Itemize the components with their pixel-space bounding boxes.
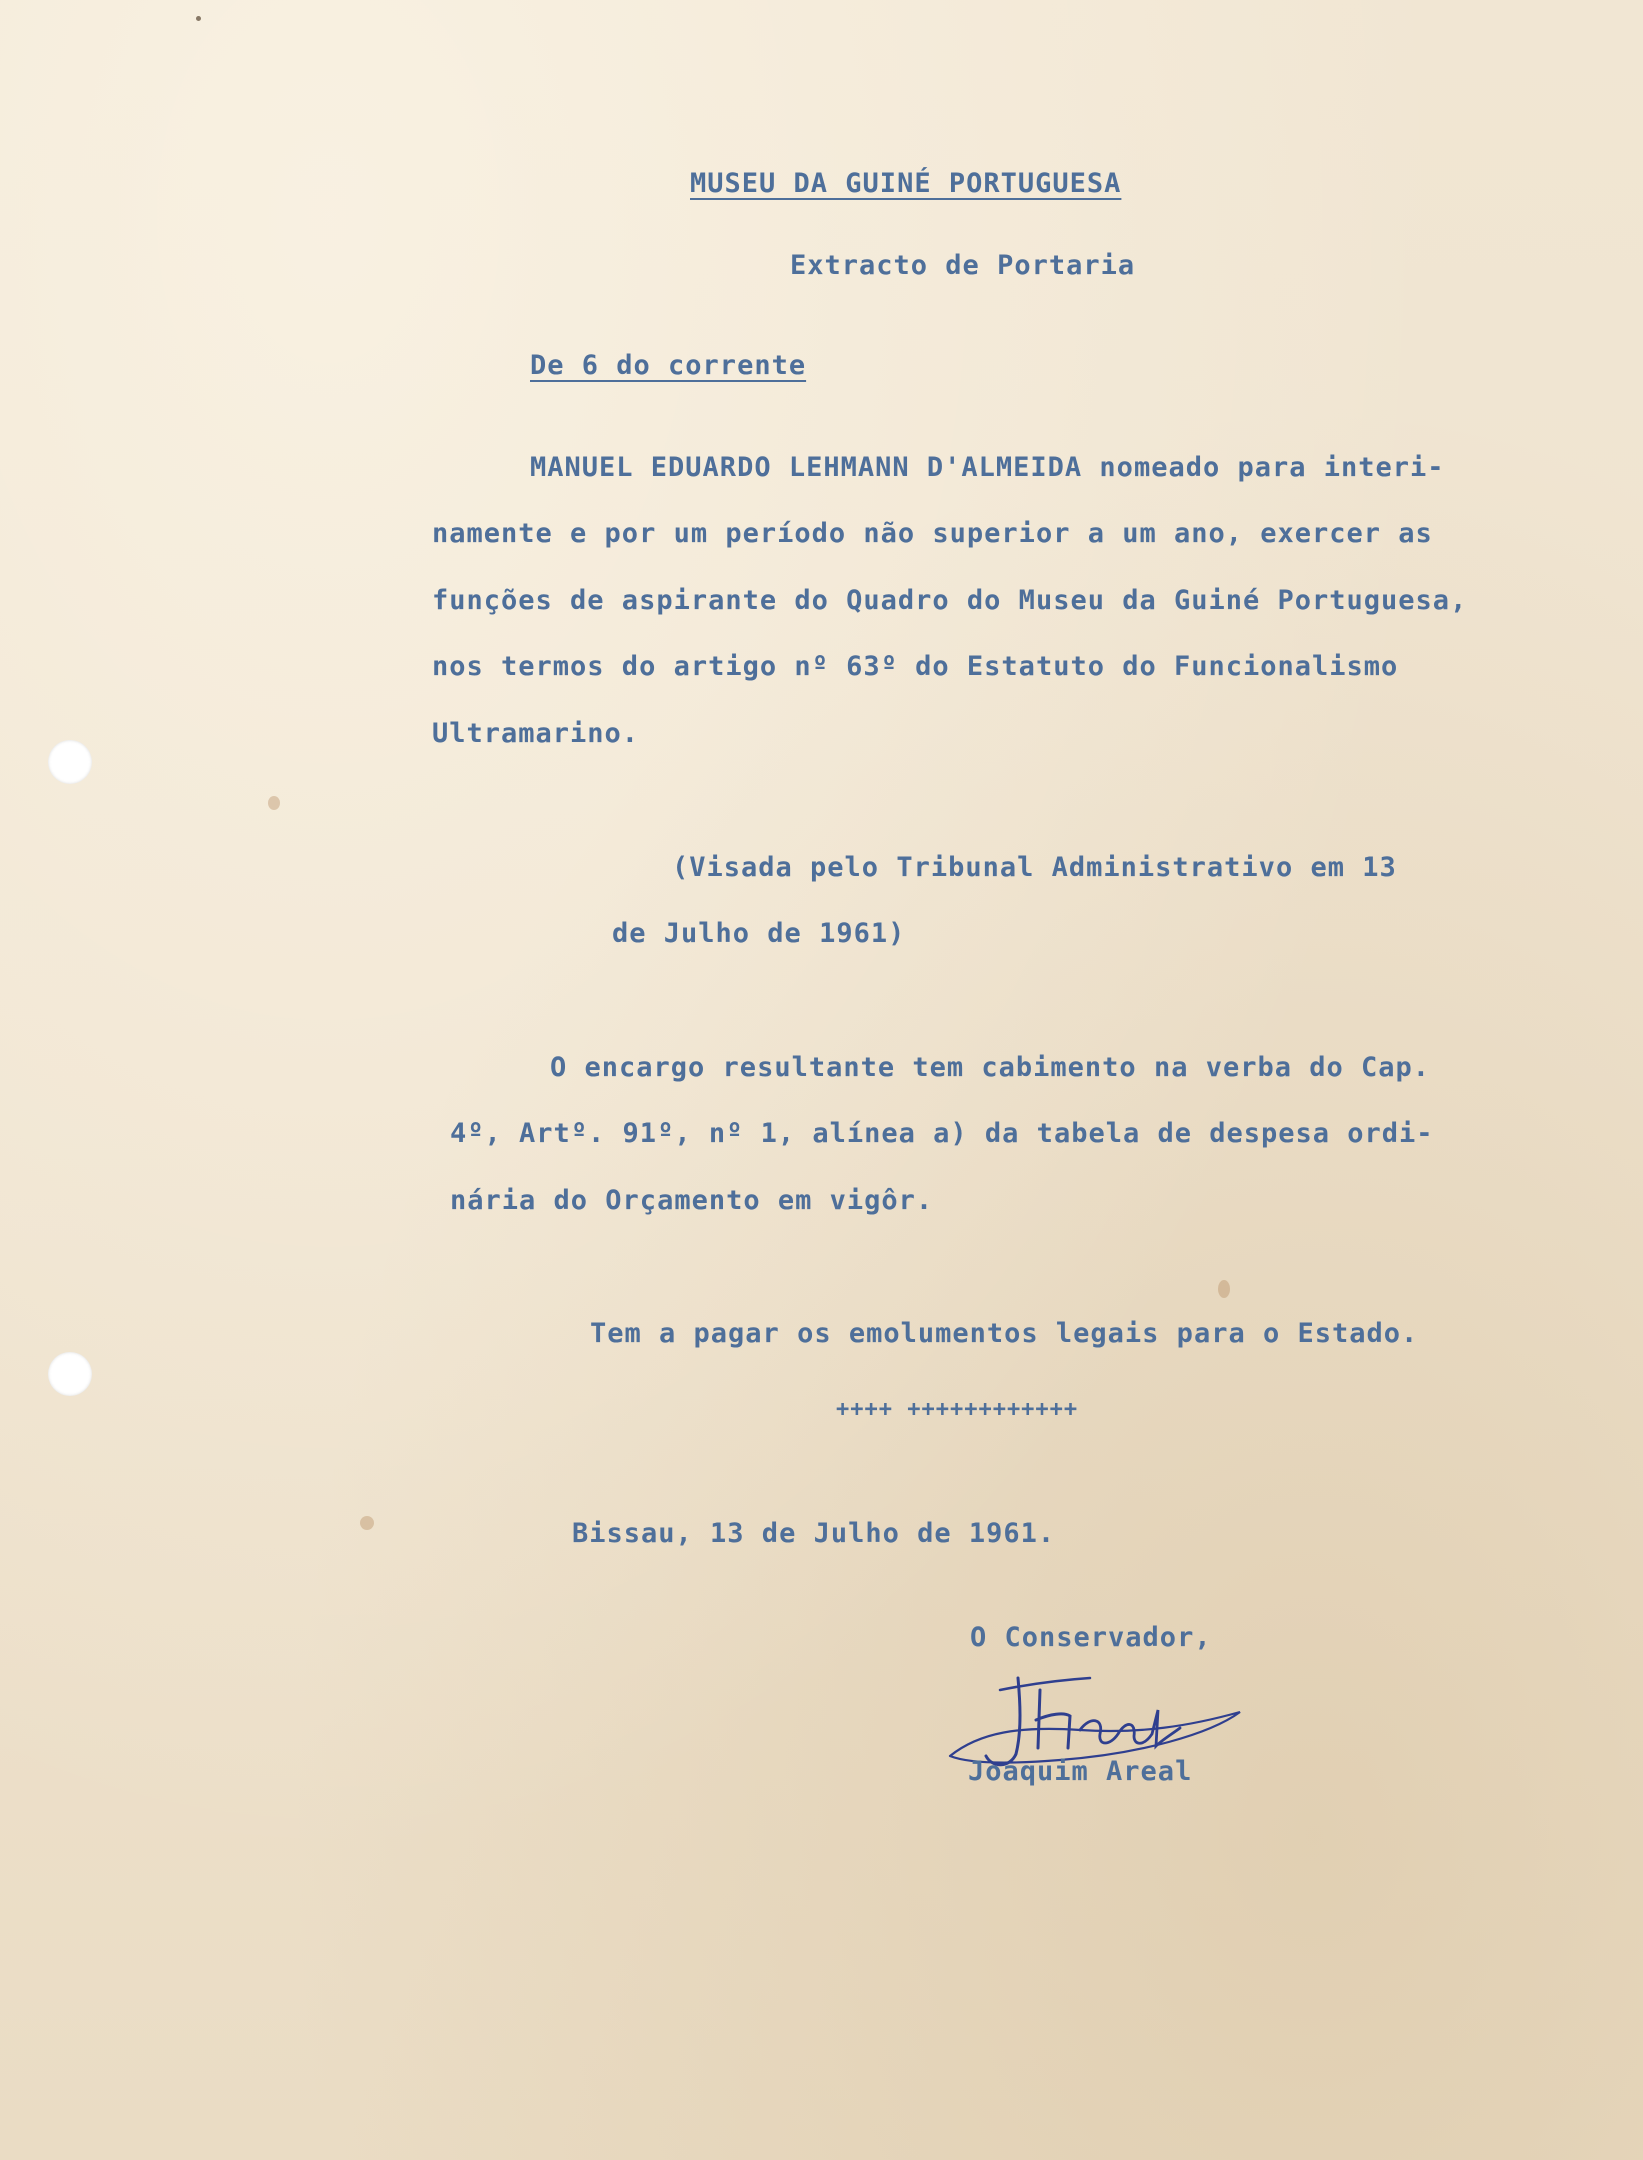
paper-stain	[268, 796, 280, 810]
fees-line: Tem a pagar os emolumentos legais para o Estado.	[590, 1318, 1419, 1349]
body-line: namente e por um período não superior a um ano, exercer as	[432, 518, 1433, 549]
institution-heading: MUSEU DA GUINÉ PORTUGUESA	[690, 168, 1122, 199]
date-reference: De 6 do corrente	[530, 350, 807, 381]
separator: ++++ ++++++++++++	[836, 1397, 1079, 1422]
punch-hole-top	[48, 740, 92, 784]
signer-title: O Conservador,	[970, 1622, 1212, 1653]
body-line: MANUEL EDUARDO LEHMANN D'ALMEIDA nomeado para interi-	[530, 452, 1445, 483]
body-line: funções de aspirante do Quadro do Museu da Guiné Portuguesa,	[432, 585, 1468, 616]
charge-line: 4º, Artº. 91º, nº 1, alínea a) da tabela de despesa ordi-	[450, 1118, 1434, 1149]
charge-line: nária do Orçamento em vigôr.	[450, 1185, 934, 1216]
paper-stain	[360, 1516, 374, 1530]
body-line: nos termos do artigo nº 63º do Estatuto do Funcionalismo	[432, 651, 1399, 682]
visa-line: de Julho de 1961)	[612, 918, 906, 949]
punch-hole-bottom	[48, 1352, 92, 1396]
body-line: Ultramarino.	[432, 718, 640, 749]
document-type: Extracto de Portaria	[790, 250, 1136, 281]
charge-line: O encargo resultante tem cabimento na verba do Cap.	[550, 1052, 1431, 1083]
paper-stain	[196, 16, 201, 21]
visa-line: (Visada pelo Tribunal Administrativo em 13	[672, 852, 1397, 883]
place-date: Bissau, 13 de Julho de 1961.	[572, 1518, 1056, 1549]
signer-name: Joaquim Areal	[968, 1756, 1193, 1787]
paper-stain	[1218, 1280, 1230, 1298]
